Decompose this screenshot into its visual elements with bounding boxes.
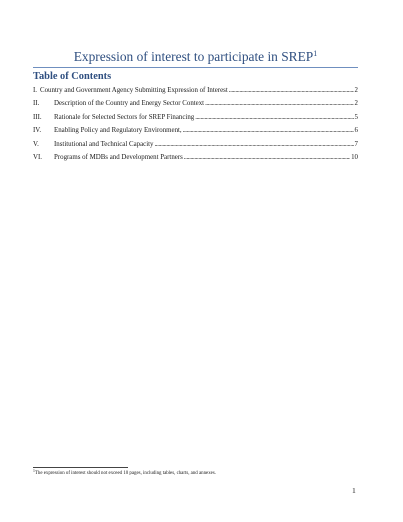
toc-entry-page: 5 bbox=[354, 113, 358, 121]
toc-entry-number: III. bbox=[33, 113, 42, 121]
toc-entry[interactable] bbox=[33, 126, 358, 139]
toc-dot-leader bbox=[229, 86, 354, 96]
toc-entry-number: I. bbox=[33, 87, 38, 94]
toc-dot-leader bbox=[195, 113, 353, 123]
toc-entry-page: 2 bbox=[354, 87, 358, 94]
toc-entry-label: Programs of MDBs and Development Partners bbox=[54, 153, 183, 161]
toc-entry[interactable] bbox=[33, 140, 358, 153]
toc-entry[interactable] bbox=[33, 153, 358, 166]
title-underline bbox=[33, 67, 358, 68]
toc-entry-number: V. bbox=[33, 140, 39, 148]
toc-entry-number: II. bbox=[33, 100, 40, 108]
toc-dot-leader bbox=[154, 140, 353, 150]
toc-entry-page: 6 bbox=[354, 127, 358, 135]
toc-entry[interactable] bbox=[33, 86, 358, 99]
toc-dot-leader bbox=[184, 153, 350, 163]
toc-entry-label: Description of the Country and Energy Sector Context bbox=[54, 100, 205, 108]
toc-heading: Table of Contents bbox=[33, 71, 112, 82]
toc-entry-page: 10 bbox=[351, 153, 358, 161]
toc-dot-leader bbox=[205, 99, 353, 109]
page-number: 1 bbox=[352, 486, 356, 495]
toc-entry-number: IV. bbox=[33, 127, 42, 135]
toc-entry-label: Enabling Policy and Regulatory Environment, bbox=[54, 127, 182, 135]
footnote-text: The expression of interest should not exceed 10 pages, including tables, charts, and annexes. bbox=[34, 471, 216, 476]
toc-entry-number: VI. bbox=[33, 153, 42, 161]
toc-entry-label: Institutional and Technical Capacity bbox=[54, 140, 154, 148]
toc-dot-leader bbox=[183, 126, 354, 136]
table-of-contents bbox=[33, 86, 358, 166]
toc-entry-page: 2 bbox=[354, 100, 358, 108]
toc-entry-label: Rationale for Selected Sectors for SREP Financing bbox=[54, 113, 195, 121]
toc-entry[interactable] bbox=[33, 99, 358, 112]
title-footnote-mark[interactable]: 1 bbox=[313, 49, 318, 58]
toc-entry-label: Country and Government Agency Submitting Expression of Interest bbox=[40, 87, 228, 94]
footnote-mark: 1 bbox=[33, 469, 35, 473]
document-title-text: Expression of interest to participate in SREP bbox=[73, 49, 314, 64]
toc-entry[interactable] bbox=[33, 113, 358, 126]
document-title bbox=[33, 49, 358, 65]
footnote-separator bbox=[33, 467, 128, 468]
footnote bbox=[33, 470, 216, 477]
toc-entry-page: 7 bbox=[354, 140, 358, 148]
